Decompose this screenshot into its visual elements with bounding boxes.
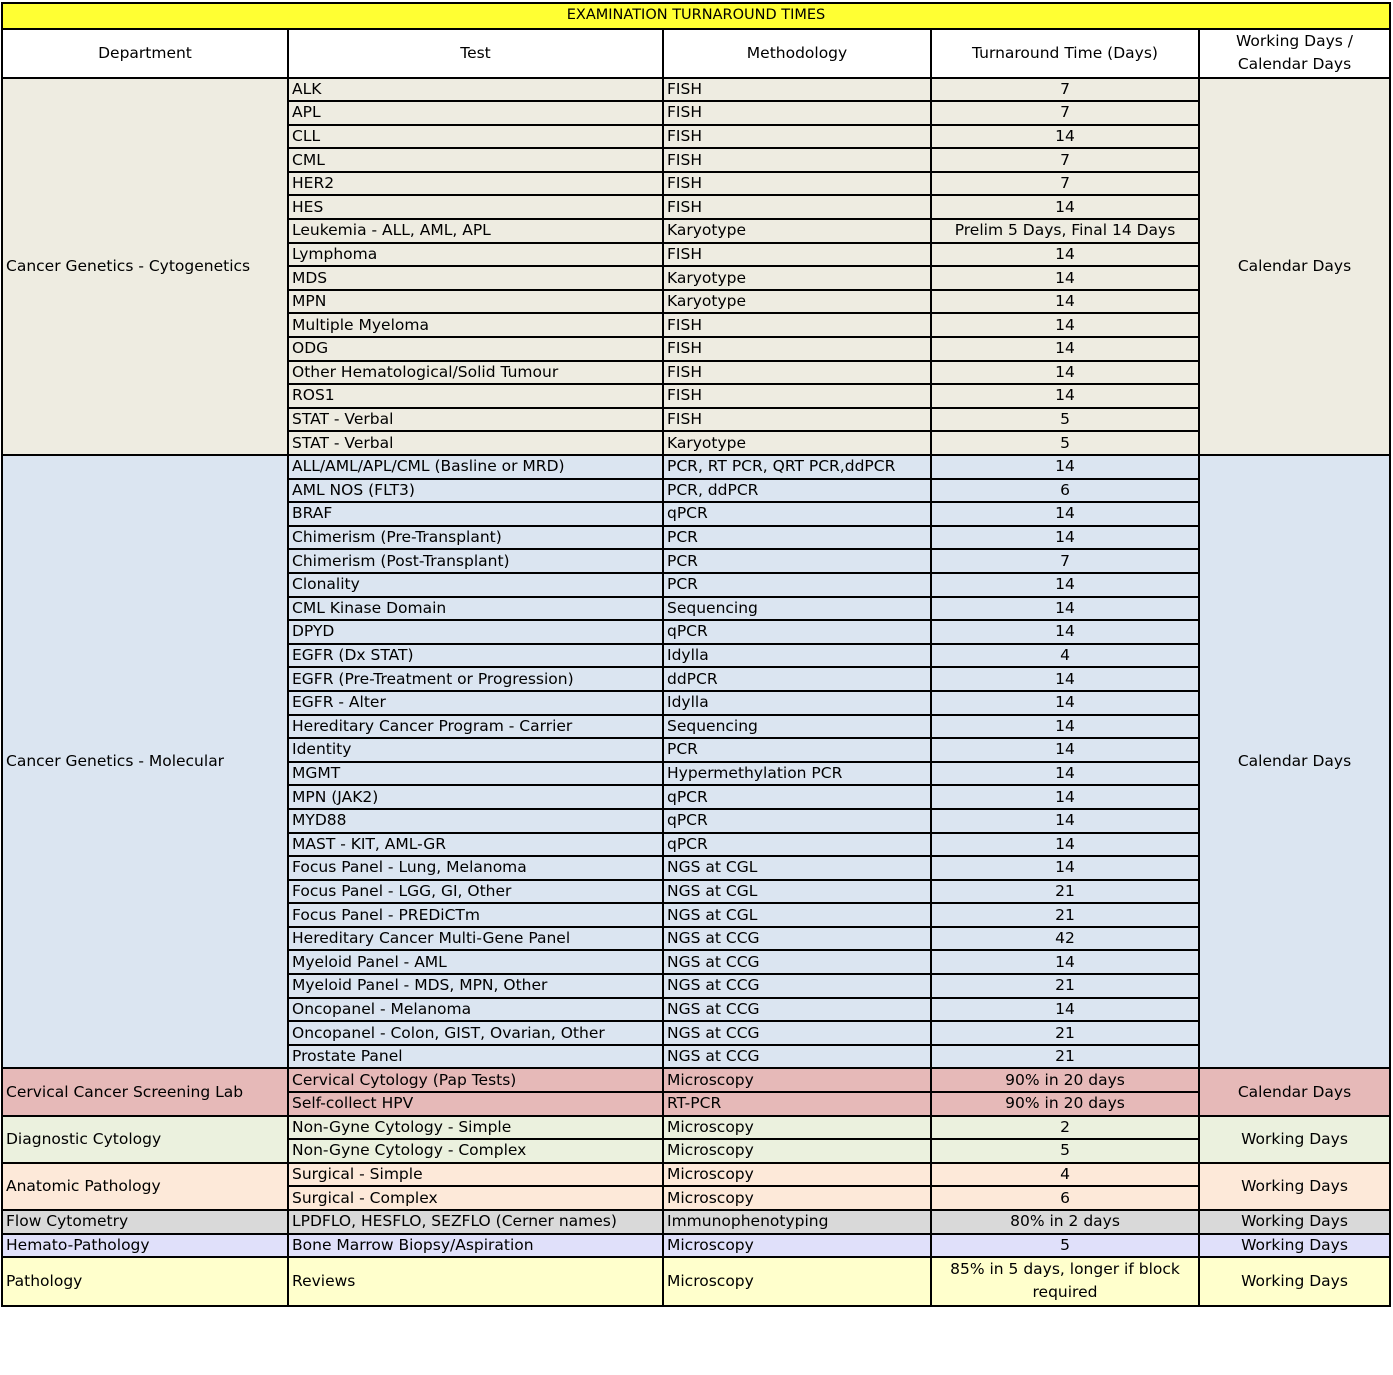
test-cell: Non-Gyne Cytology - Simple xyxy=(288,1116,663,1140)
methodology-cell: NGS at CGL xyxy=(663,903,931,927)
turnaround-cell: 14 xyxy=(931,290,1199,314)
methodology-cell: Microscopy xyxy=(663,1116,931,1140)
test-cell: HER2 xyxy=(288,172,663,196)
methodology-cell: Karyotype xyxy=(663,290,931,314)
test-cell: Other Hematological/Solid Tumour xyxy=(288,361,663,385)
turnaround-table xyxy=(1,2,1391,1307)
test-cell: Chimerism (Pre-Transplant) xyxy=(288,526,663,550)
methodology-cell: NGS at CCG xyxy=(663,998,931,1022)
methodology-cell: FISH xyxy=(663,148,931,172)
methodology-cell: NGS at CGL xyxy=(663,856,931,880)
turnaround-cell: 6 xyxy=(931,479,1199,503)
methodology-cell: NGS at CCG xyxy=(663,974,931,998)
test-cell: ROS1 xyxy=(288,384,663,408)
methodology-cell: FISH xyxy=(663,78,931,102)
methodology-cell: ddPCR xyxy=(663,667,931,691)
turnaround-cell: 4 xyxy=(931,644,1199,668)
turnaround-cell: 4 xyxy=(931,1163,1199,1187)
turnaround-cell: 90% in 20 days xyxy=(931,1068,1199,1092)
test-cell: Oncopanel - Colon, GIST, Ovarian, Other xyxy=(288,1021,663,1045)
turnaround-cell: 14 xyxy=(931,455,1199,479)
methodology-cell: FISH xyxy=(663,337,931,361)
department-cell: Anatomic Pathology xyxy=(2,1163,288,1210)
turnaround-cell: 14 xyxy=(931,620,1199,644)
days-type-cell: Working Days xyxy=(1199,1116,1390,1163)
methodology-cell: Sequencing xyxy=(663,597,931,621)
table-row xyxy=(2,1257,1390,1306)
test-cell: Focus Panel - Lung, Melanoma xyxy=(288,856,663,880)
turnaround-cell: 6 xyxy=(931,1186,1199,1210)
turnaround-cell: 14 xyxy=(931,950,1199,974)
test-cell: APL xyxy=(288,101,663,125)
turnaround-cell: 21 xyxy=(931,1021,1199,1045)
test-cell: MPN xyxy=(288,290,663,314)
test-cell: MAST - KIT, AML-GR xyxy=(288,833,663,857)
header-row xyxy=(2,29,1390,78)
methodology-cell: PCR xyxy=(663,573,931,597)
turnaround-cell: 14 xyxy=(931,691,1199,715)
turnaround-cell: 14 xyxy=(931,809,1199,833)
test-cell: MGMT xyxy=(288,762,663,786)
methodology-cell: PCR, RT PCR, QRT PCR,ddPCR xyxy=(663,455,931,479)
methodology-cell: Karyotype xyxy=(663,219,931,243)
test-cell: AML NOS (FLT3) xyxy=(288,479,663,503)
turnaround-cell: 7 xyxy=(931,78,1199,102)
turnaround-cell: 14 xyxy=(931,195,1199,219)
turnaround-cell: 5 xyxy=(931,408,1199,432)
test-cell: Surgical - Complex xyxy=(288,1186,663,1210)
methodology-cell: qPCR xyxy=(663,809,931,833)
test-cell: Reviews xyxy=(288,1257,663,1306)
test-cell: ALK xyxy=(288,78,663,102)
header-methodology: Methodology xyxy=(663,29,931,78)
methodology-cell: PCR, ddPCR xyxy=(663,479,931,503)
methodology-cell: FISH xyxy=(663,101,931,125)
methodology-cell: NGS at CGL xyxy=(663,880,931,904)
methodology-cell: Microscopy xyxy=(663,1186,931,1210)
test-cell: Oncopanel - Melanoma xyxy=(288,998,663,1022)
test-cell: EGFR (Pre-Treatment or Progression) xyxy=(288,667,663,691)
test-cell: Hereditary Cancer Multi-Gene Panel xyxy=(288,927,663,951)
methodology-cell: Immunophenotyping xyxy=(663,1210,931,1234)
test-cell: MYD88 xyxy=(288,809,663,833)
department-cell: Diagnostic Cytology xyxy=(2,1116,288,1163)
test-cell: LPDFLO, HESFLO, SEZFLO (Cerner names) xyxy=(288,1210,663,1234)
turnaround-cell: 14 xyxy=(931,762,1199,786)
test-cell: EGFR (Dx STAT) xyxy=(288,644,663,668)
test-cell: Myeloid Panel - AML xyxy=(288,950,663,974)
days-type-cell: Calendar Days xyxy=(1199,1068,1390,1115)
methodology-cell: NGS at CCG xyxy=(663,927,931,951)
test-cell: ALL/AML/APL/CML (Basline or MRD) xyxy=(288,455,663,479)
turnaround-cell: 14 xyxy=(931,243,1199,267)
methodology-cell: Sequencing xyxy=(663,715,931,739)
methodology-cell: FISH xyxy=(663,361,931,385)
header-test: Test xyxy=(288,29,663,78)
title-row xyxy=(2,3,1390,29)
methodology-cell: qPCR xyxy=(663,833,931,857)
turnaround-cell: 14 xyxy=(931,125,1199,149)
turnaround-cell: 14 xyxy=(931,715,1199,739)
test-cell: STAT - Verbal xyxy=(288,408,663,432)
test-cell: HES xyxy=(288,195,663,219)
test-cell: ODG xyxy=(288,337,663,361)
test-cell: Myeloid Panel - MDS, MPN, Other xyxy=(288,974,663,998)
header-turnaround: Turnaround Time (Days) xyxy=(931,29,1199,78)
methodology-cell: FISH xyxy=(663,408,931,432)
turnaround-cell: 5 xyxy=(931,1234,1199,1258)
test-cell: Identity xyxy=(288,738,663,762)
table-row xyxy=(2,1234,1390,1258)
methodology-cell: Microscopy xyxy=(663,1234,931,1258)
methodology-cell: Microscopy xyxy=(663,1068,931,1092)
methodology-cell: FISH xyxy=(663,195,931,219)
test-cell: CLL xyxy=(288,125,663,149)
turnaround-cell: 14 xyxy=(931,502,1199,526)
turnaround-cell: 14 xyxy=(931,337,1199,361)
methodology-cell: qPCR xyxy=(663,620,931,644)
turnaround-cell: 14 xyxy=(931,597,1199,621)
days-type-cell: Working Days xyxy=(1199,1163,1390,1210)
department-cell: Cancer Genetics - Molecular xyxy=(2,455,288,1068)
test-cell: Self-collect HPV xyxy=(288,1092,663,1116)
turnaround-cell: 14 xyxy=(931,833,1199,857)
turnaround-cell: 21 xyxy=(931,1045,1199,1069)
test-cell: Focus Panel - LGG, GI, Other xyxy=(288,880,663,904)
test-cell: Prostate Panel xyxy=(288,1045,663,1069)
test-cell: EGFR - Alter xyxy=(288,691,663,715)
methodology-cell: RT-PCR xyxy=(663,1092,931,1116)
turnaround-cell: 14 xyxy=(931,313,1199,337)
methodology-cell: FISH xyxy=(663,243,931,267)
methodology-cell: NGS at CCG xyxy=(663,1021,931,1045)
methodology-cell: FISH xyxy=(663,313,931,337)
days-type-cell: Calendar Days xyxy=(1199,455,1390,1068)
methodology-cell: NGS at CCG xyxy=(663,1045,931,1069)
test-cell: Bone Marrow Biopsy/Aspiration xyxy=(288,1234,663,1258)
table-row xyxy=(2,1163,1390,1187)
turnaround-cell: 21 xyxy=(931,880,1199,904)
test-cell: BRAF xyxy=(288,502,663,526)
turnaround-cell: 14 xyxy=(931,738,1199,762)
methodology-cell: Microscopy xyxy=(663,1163,931,1187)
test-cell: Surgical - Simple xyxy=(288,1163,663,1187)
methodology-cell: Microscopy xyxy=(663,1139,931,1163)
test-cell: MPN (JAK2) xyxy=(288,785,663,809)
methodology-cell: FISH xyxy=(663,172,931,196)
turnaround-cell: 14 xyxy=(931,573,1199,597)
test-cell: CML Kinase Domain xyxy=(288,597,663,621)
test-cell: Cervical Cytology (Pap Tests) xyxy=(288,1068,663,1092)
test-cell: Lymphoma xyxy=(288,243,663,267)
table-body xyxy=(2,78,1390,1306)
days-type-cell: Working Days xyxy=(1199,1210,1390,1234)
test-cell: Focus Panel - PREDiCTm xyxy=(288,903,663,927)
department-cell: Cervical Cancer Screening Lab xyxy=(2,1068,288,1115)
methodology-cell: PCR xyxy=(663,549,931,573)
turnaround-cell: Prelim 5 Days, Final 14 Days xyxy=(931,219,1199,243)
turnaround-cell: 90% in 20 days xyxy=(931,1092,1199,1116)
test-cell: STAT - Verbal xyxy=(288,431,663,455)
turnaround-cell: 14 xyxy=(931,266,1199,290)
methodology-cell: NGS at CCG xyxy=(663,950,931,974)
methodology-cell: qPCR xyxy=(663,502,931,526)
days-type-cell: Calendar Days xyxy=(1199,78,1390,456)
turnaround-cell: 80% in 2 days xyxy=(931,1210,1199,1234)
test-cell: Multiple Myeloma xyxy=(288,313,663,337)
turnaround-cell: 7 xyxy=(931,549,1199,573)
turnaround-cell: 21 xyxy=(931,903,1199,927)
methodology-cell: FISH xyxy=(663,384,931,408)
turnaround-cell: 14 xyxy=(931,856,1199,880)
table-row xyxy=(2,1116,1390,1140)
table-row xyxy=(2,1068,1390,1092)
department-cell: Cancer Genetics - Cytogenetics xyxy=(2,78,288,456)
table-row xyxy=(2,1210,1390,1234)
test-cell: Hereditary Cancer Program - Carrier xyxy=(288,715,663,739)
turnaround-cell: 7 xyxy=(931,172,1199,196)
turnaround-cell: 42 xyxy=(931,927,1199,951)
turnaround-cell: 14 xyxy=(931,384,1199,408)
test-cell: Leukemia - ALL, AML, APL xyxy=(288,219,663,243)
turnaround-cell: 14 xyxy=(931,998,1199,1022)
test-cell: Chimerism (Post-Transplant) xyxy=(288,549,663,573)
turnaround-cell: 7 xyxy=(931,148,1199,172)
turnaround-cell: 85% in 5 days, longer if block required xyxy=(931,1257,1199,1306)
turnaround-cell: 14 xyxy=(931,526,1199,550)
turnaround-cell: 5 xyxy=(931,1139,1199,1163)
test-cell: Non-Gyne Cytology - Complex xyxy=(288,1139,663,1163)
days-type-cell: Working Days xyxy=(1199,1234,1390,1258)
methodology-cell: qPCR xyxy=(663,785,931,809)
turnaround-cell: 7 xyxy=(931,101,1199,125)
table-title: EXAMINATION TURNAROUND TIMES xyxy=(2,3,1390,29)
methodology-cell: PCR xyxy=(663,526,931,550)
header-department: Department xyxy=(2,29,288,78)
methodology-cell: Idylla xyxy=(663,644,931,668)
turnaround-cell: 2 xyxy=(931,1116,1199,1140)
department-cell: Hemato-Pathology xyxy=(2,1234,288,1258)
methodology-cell: Karyotype xyxy=(663,266,931,290)
test-cell: DPYD xyxy=(288,620,663,644)
methodology-cell: Idylla xyxy=(663,691,931,715)
methodology-cell: FISH xyxy=(663,125,931,149)
turnaround-cell: 5 xyxy=(931,431,1199,455)
table-row xyxy=(2,455,1390,479)
turnaround-cell: 21 xyxy=(931,974,1199,998)
methodology-cell: PCR xyxy=(663,738,931,762)
methodology-cell: Karyotype xyxy=(663,431,931,455)
table-row xyxy=(2,78,1390,102)
methodology-cell: Hypermethylation PCR xyxy=(663,762,931,786)
turnaround-cell: 14 xyxy=(931,361,1199,385)
test-cell: Clonality xyxy=(288,573,663,597)
department-cell: Flow Cytometry xyxy=(2,1210,288,1234)
department-cell: Pathology xyxy=(2,1257,288,1306)
methodology-cell: Microscopy xyxy=(663,1257,931,1306)
turnaround-cell: 14 xyxy=(931,785,1199,809)
days-type-cell: Working Days xyxy=(1199,1257,1390,1306)
turnaround-cell: 14 xyxy=(931,667,1199,691)
test-cell: CML xyxy=(288,148,663,172)
test-cell: MDS xyxy=(288,266,663,290)
header-working-calendar: Working Days / Calendar Days xyxy=(1199,29,1390,78)
